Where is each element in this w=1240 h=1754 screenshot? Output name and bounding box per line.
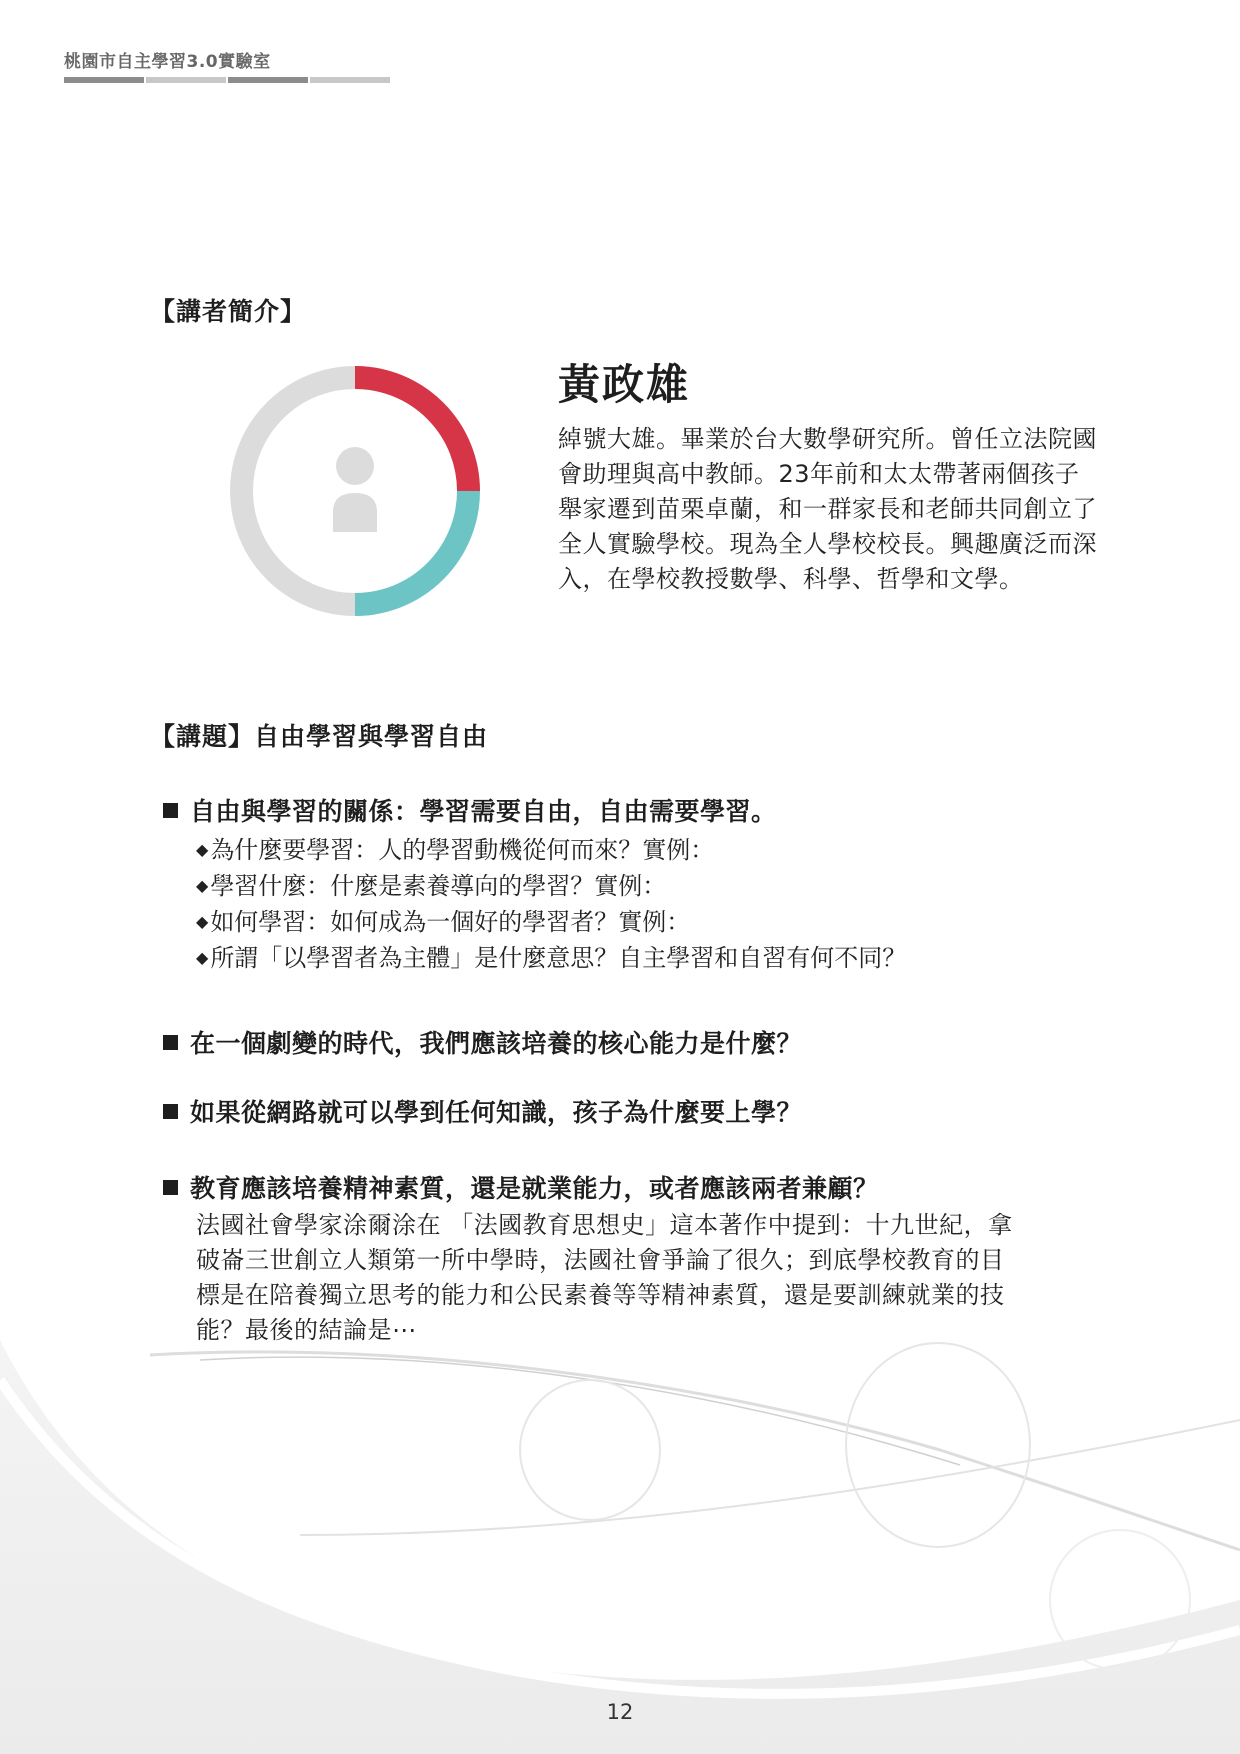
square-bullet-icon xyxy=(163,1104,178,1119)
sub-list-item xyxy=(196,868,906,904)
topic-heading: 【講題】自由學習與學習自由 xyxy=(150,722,489,751)
topic-point-title: 教育應該培養精神素質，還是就業能力，或者應該兩者兼顧？ xyxy=(190,1174,879,1203)
sub-list-item xyxy=(196,940,906,976)
avatar-body-icon xyxy=(333,493,377,532)
speaker-avatar-ring xyxy=(230,366,480,616)
avatar-head-icon xyxy=(336,447,374,485)
speaker-name: 黃政雄 xyxy=(558,360,691,409)
header-bar-3 xyxy=(228,77,308,83)
ring-gray-segment xyxy=(242,378,355,605)
sub-list-item xyxy=(196,832,906,868)
header-bar-1 xyxy=(64,77,144,83)
topic-point-title: 如果從網路就可以學到任何知識，孩子為什麼要上學？ xyxy=(190,1098,803,1127)
topic-point-title: 自由與學習的關係：學習需要自由，自由需要學習。 xyxy=(190,797,777,826)
header-bar-4 xyxy=(310,77,390,83)
diamond-bullet-icon: ◆ xyxy=(196,912,209,931)
page-number: 12 xyxy=(606,1700,634,1724)
sub-list-item-text: 所謂「以學習者為主體」是什麼意思？自主學習和自習有何不同？ xyxy=(210,944,907,972)
topic-point-2 xyxy=(163,1024,802,1060)
topic-point-1 xyxy=(163,792,777,828)
diamond-bullet-icon: ◆ xyxy=(196,876,209,895)
topic-point-4-paragraph: 法國社會學家涂爾涂在 「法國教育思想史」這本著作中提到：十九世紀，拿破崙三世創立人類第一所中學時，法國社會爭論了很久；到底學校教育的目標是在陪養獨立思考的能力和公民素養等等精神素質，還是要訓練就業的技能？最後的結論是⋯ xyxy=(196,1211,1013,1344)
topic-subitems xyxy=(196,832,906,976)
speaker-bio: 綽號大雄。畢業於台大數學研究所。曾任立法院國會助理與高中教師。23年前和太太帶著兩個孩子舉家遷到苗栗卓蘭，和一群家長和老師共同創立了全人實驗學校。現為全人學校校長。興趣廣泛而深入，在學校教授數學、科學、哲學和文學。 xyxy=(558,425,1097,593)
square-bullet-icon xyxy=(163,803,178,818)
topic-point-title: 在一個劇變的時代，我們應該培養的核心能力是什麼？ xyxy=(190,1029,803,1058)
running-header-title: 桃園市自主學習3.0實驗室 xyxy=(64,52,271,72)
header-bar-2 xyxy=(146,77,226,83)
diamond-bullet-icon: ◆ xyxy=(196,948,209,967)
topic-point-3 xyxy=(163,1093,802,1129)
topic-point-4 xyxy=(163,1169,879,1205)
sub-list-item-text: 學習什麼：什麼是素養導向的學習？實例： xyxy=(210,872,667,900)
speaker-intro-heading: 【講者簡介】 xyxy=(150,297,307,326)
square-bullet-icon xyxy=(163,1035,178,1050)
diamond-bullet-icon: ◆ xyxy=(196,840,209,859)
sub-list-item xyxy=(196,904,906,940)
decorative-background-swoosh xyxy=(0,1300,1240,1754)
square-bullet-icon xyxy=(163,1180,178,1195)
sub-list-item-text: 為什麼要學習：人的學習動機從何而來？實例： xyxy=(210,836,715,864)
sub-list-item-text: 如何學習：如何成為一個好的學習者？實例： xyxy=(210,908,691,936)
